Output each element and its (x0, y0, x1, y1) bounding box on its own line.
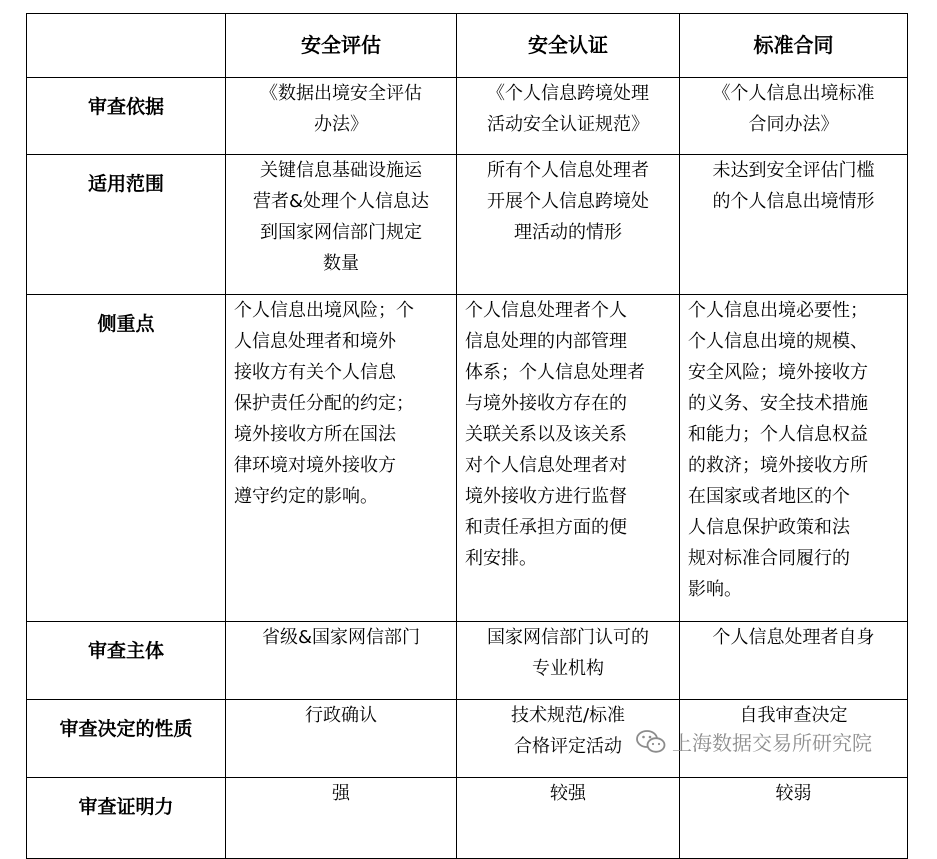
cell-line: 自我审查决定 (739, 705, 848, 726)
cell-line: 接收方有关个人信息 (234, 362, 396, 383)
table-cell (457, 78, 680, 155)
cell-line: 规对标准合同履行的 (688, 548, 850, 569)
table-cell (680, 778, 908, 859)
cell-line: 专业机构 (532, 658, 604, 679)
table-cell (680, 78, 908, 155)
corner-cell (27, 14, 226, 78)
row-label: 审查主体 (27, 622, 226, 700)
cell-line: 个人信息出境必要性； (688, 300, 868, 321)
table-cell (457, 295, 680, 622)
table-cell (680, 155, 908, 295)
table-cell (226, 622, 457, 700)
cell-line: 《数据出境安全评估 (260, 83, 422, 104)
column-header: 标准合同 (680, 14, 908, 78)
cell-line: 数量 (323, 253, 359, 274)
cell-line: 安全风险；境外接收方 (688, 362, 868, 383)
cell-line: 关联关系以及该关系 (465, 424, 627, 445)
table-cell (226, 155, 457, 295)
row-label: 适用范围 (27, 155, 226, 295)
table-cell (226, 778, 457, 859)
cell-line: 体系；个人信息处理者 (465, 362, 645, 383)
cell-line: 合格评定活动 (514, 736, 622, 757)
table-cell (457, 622, 680, 700)
row-label: 审查证明力 (27, 778, 226, 859)
cell-line: 个人信息出境的规模、 (688, 331, 868, 352)
cell-line: 技术规范/标准 (510, 705, 626, 726)
cell-line: 和能力；个人信息权益 (688, 424, 868, 445)
table-row (27, 78, 908, 155)
table-cell (226, 78, 457, 155)
table-cell (226, 700, 457, 778)
cell-line: 到国家网信部门规定 (260, 222, 422, 243)
wechat-icon (636, 729, 666, 755)
table-row (27, 622, 908, 700)
cell-line: 影响。 (688, 579, 742, 600)
cell-line: 行政确认 (305, 705, 377, 726)
cell-line: 个人信息处理者个人 (465, 300, 627, 321)
cell-line: 人信息保护政策和法 (688, 517, 850, 538)
table-cell (680, 622, 908, 700)
cell-line: 较弱 (775, 783, 812, 804)
table-cell (457, 778, 680, 859)
cell-line: 活动安全认证规范》 (487, 114, 649, 135)
table-row (27, 295, 908, 622)
watermark-text: 上海数据交易所研究院 (672, 731, 872, 755)
cell-line: 与境外接收方存在的 (465, 393, 627, 414)
cell-line: 保护责任分配的约定； (234, 393, 414, 414)
cell-line: 国家网信部门认可的 (487, 627, 649, 648)
cell-line: 在国家或者地区的个 (688, 486, 850, 507)
column-header: 安全认证 (457, 14, 680, 78)
cell-line: 较强 (550, 783, 586, 804)
cell-line: 人信息处理者和境外 (234, 331, 396, 352)
cell-line: 律环境对境外接收方 (234, 455, 396, 476)
cell-line: 省级&国家网信部门 (261, 627, 421, 648)
table-row (27, 155, 908, 295)
cell-line: 开展个人信息跨境处 (487, 191, 649, 212)
table-cell (680, 295, 908, 622)
watermark (636, 727, 872, 756)
cell-line: 个人信息出境风险；个 (234, 300, 414, 321)
table-cell (226, 295, 457, 622)
cell-line: 《个人信息跨境处理 (487, 83, 649, 104)
cell-line: 所有个人信息处理者 (487, 160, 649, 181)
cell-line: 未达到安全评估门槛 (712, 160, 875, 181)
cell-line: 个人信息处理者自身 (712, 627, 875, 648)
cell-line: 和责任承担方面的便 (465, 517, 627, 538)
cell-line: 营者&处理个人信息达 (252, 191, 430, 212)
table-cell (457, 155, 680, 295)
cell-line: 信息处理的内部管理 (465, 331, 627, 352)
row-label: 审查决定的性质 (27, 700, 226, 778)
cell-line: 的个人信息出境情形 (712, 191, 875, 212)
cell-line: 利安排。 (465, 548, 537, 569)
cell-line: 理活动的情形 (514, 222, 622, 243)
cell-line: 境外接收方所在国法 (234, 424, 396, 445)
cell-line: 境外接收方进行监督 (465, 486, 627, 507)
cell-line: 关键信息基础设施运 (260, 160, 422, 181)
cell-line: 的救济；境外接收方所 (688, 455, 868, 476)
cell-line: 强 (332, 783, 350, 804)
cell-line: 合同办法》 (748, 114, 839, 135)
cell-line: 的义务、安全技术措施 (688, 393, 868, 414)
cell-line: 对个人信息处理者对 (465, 455, 627, 476)
column-header: 安全评估 (226, 14, 457, 78)
row-label: 侧重点 (27, 295, 226, 622)
table-row (27, 778, 908, 859)
cell-line: 办法》 (314, 114, 368, 135)
cell-line: 遵守约定的影响。 (234, 486, 378, 507)
cell-line: 《个人信息出境标准 (712, 83, 875, 104)
header-row (27, 14, 908, 78)
row-label: 审查依据 (27, 78, 226, 155)
